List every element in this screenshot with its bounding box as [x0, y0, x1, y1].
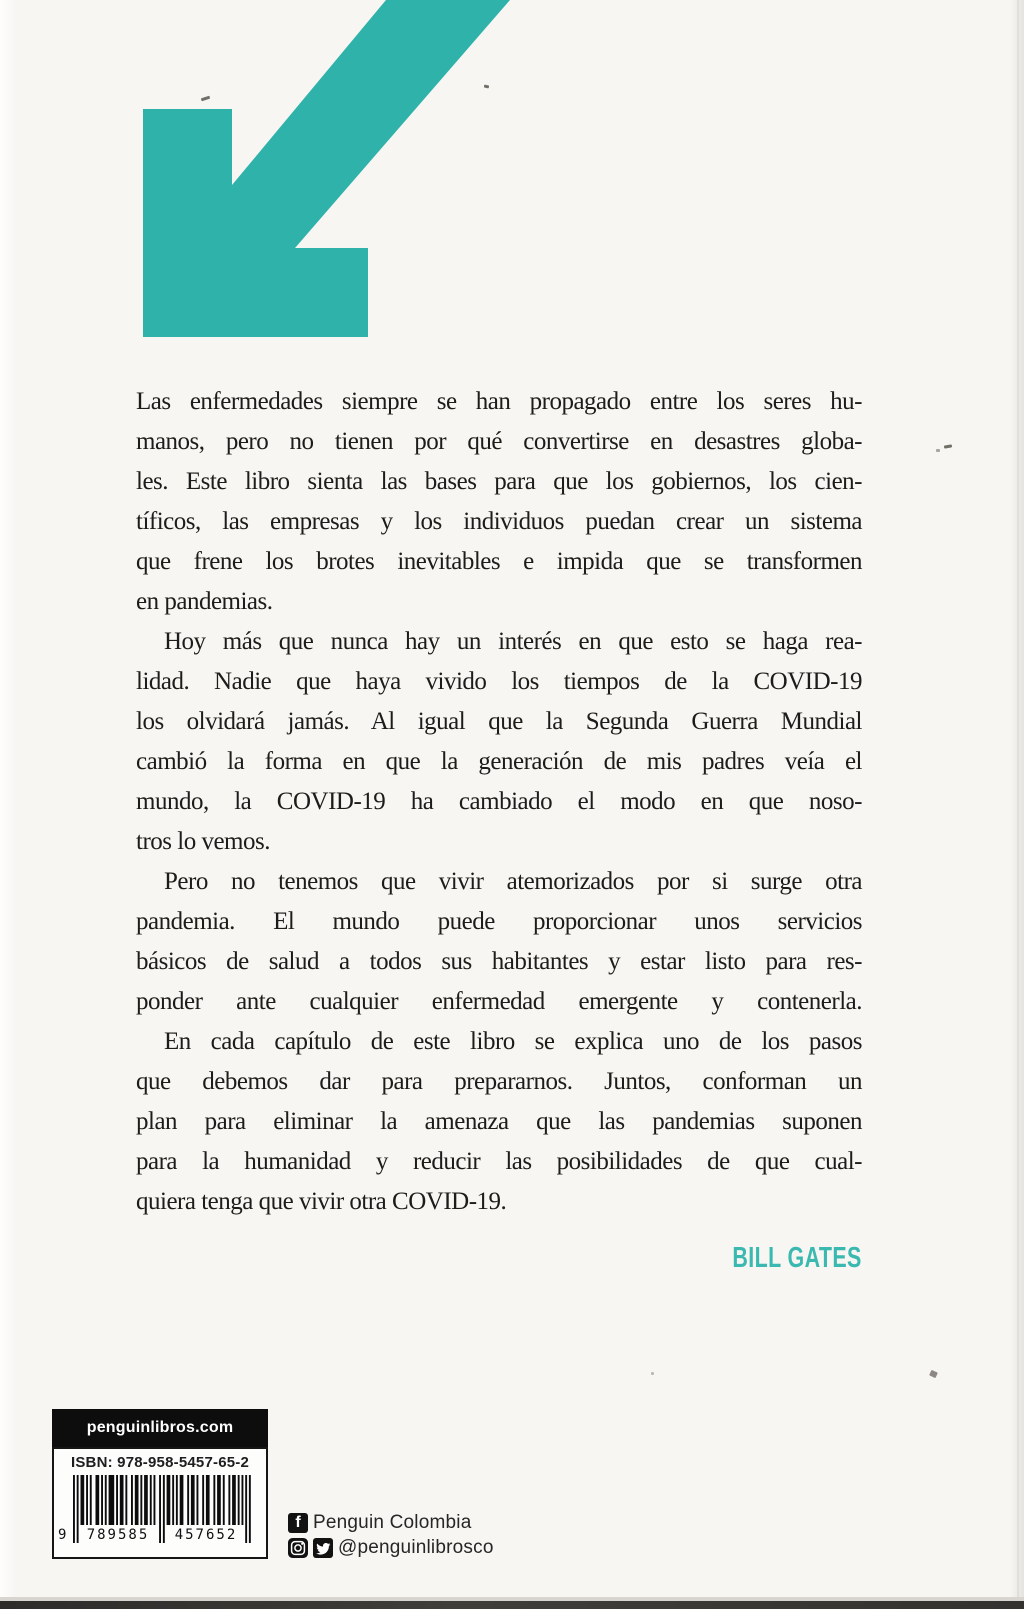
scan-speck	[651, 1372, 654, 1375]
author-signature: BILL GATES	[732, 1242, 862, 1274]
body-text-line: básicos de salud a todos sus habitantes y estar listo para res-	[136, 948, 862, 975]
body-text-line: mundo, la COVID-19 ha cambiado el modo en que noso-	[136, 788, 862, 815]
body-text-line: Pero no tenemos que vivir atemorizados por si surge otra	[164, 868, 862, 895]
facebook-page-label: Penguin Colombia	[313, 1511, 472, 1533]
handles-row	[288, 1537, 548, 1558]
body-text-line: manos, pero no tienen por qué convertirse en desastres globa-	[136, 428, 862, 455]
body-text-line: en pandemias.	[136, 588, 273, 615]
body-text-line: tíficos, las empresas y los individuos puedan crear un sistema	[136, 508, 862, 535]
facebook-row	[288, 1512, 548, 1533]
body-text-line: los olvidará jamás. Al igual que la Segunda Guerra Mundial	[136, 708, 862, 735]
body-text-line: que frene los brotes inevitables e impida que se transformen	[136, 548, 862, 575]
body-text-line: que debemos dar para prepararnos. Juntos, conforman un	[136, 1068, 862, 1095]
barcode-digits-right: 457652	[174, 1527, 238, 1543]
scan-speck	[936, 449, 940, 452]
down-left-arrow-icon	[0, 0, 560, 340]
ean13-barcode	[58, 1475, 251, 1561]
body-text-line: quiera tenga que vivir otra COVID-19.	[136, 1188, 507, 1215]
body-text-line: tros lo vemos.	[136, 828, 270, 855]
barcode-digit-system: 9	[58, 1527, 67, 1543]
instagram-icon	[288, 1538, 308, 1558]
back-cover-blurb	[136, 382, 862, 1222]
body-text-line: pandemia. El mundo puede proporcionar unos servicios	[136, 908, 862, 935]
body-text-line: Hoy más que nunca hay un interés en que esto se haga rea-	[164, 628, 862, 655]
isbn-label: ISBN: 978-958-5457-65-2	[70, 1454, 250, 1471]
body-text-line: lidad. Nadie que haya vivido los tiempos de la COVID-19	[136, 668, 862, 695]
social-handle-label: @penguinlibrosco	[338, 1536, 494, 1558]
facebook-icon: f	[288, 1513, 308, 1533]
scan-speck	[929, 1370, 938, 1378]
scan-speck	[944, 444, 952, 448]
twitter-icon	[313, 1538, 333, 1558]
body-text-line: les. Este libro sienta las bases para que los gobiernos, los cien-	[136, 468, 862, 495]
body-text-line: Las enfermedades siempre se han propagado entre los seres hu-	[136, 388, 862, 415]
publisher-website-bar: penguinlibros.com	[52, 1409, 268, 1447]
social-links	[288, 1512, 548, 1562]
scan-right-edge-line	[1017, 0, 1019, 1609]
body-text-line: plan para eliminar la amenaza que las pandemias suponen	[136, 1108, 862, 1135]
barcode-digits-left: 789585	[86, 1527, 150, 1543]
scan-left-edge	[0, 0, 16, 1609]
body-text-line: En cada capítulo de este libro se explica uno de los pasos	[164, 1028, 862, 1055]
body-text-line: cambió la forma en que la generación de mis padres veía el	[136, 748, 862, 775]
isbn-barcode-box	[52, 1447, 268, 1559]
page-bottom-edge	[0, 1601, 1024, 1609]
body-text-line: ponder ante cualquier enfermedad emergente y contenerla.	[136, 988, 862, 1015]
body-text-line: para la humanidad y reducir las posibilidades de que cual-	[136, 1148, 862, 1175]
